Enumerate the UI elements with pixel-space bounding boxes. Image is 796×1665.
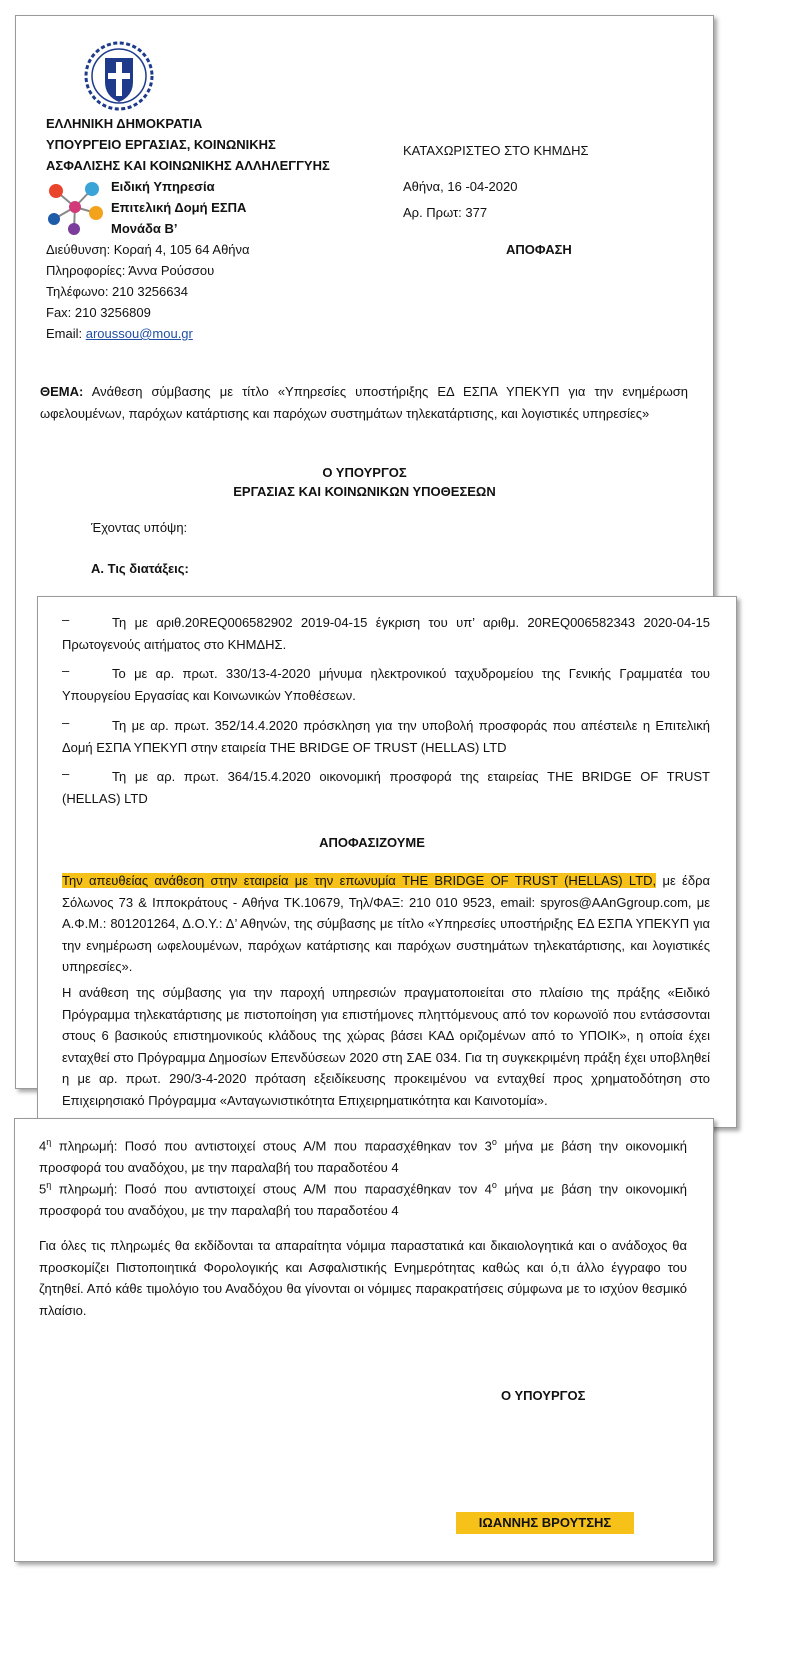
payment-item: $5^\eta$ πληρωμή: Ποσό που αντιστοιχεί στους Α/Μ που παρασχέθηκαν τον $4^o$ μήνα με βάση την οικονομική προσφορά του αναδόχου, με την παραλαβή του παραδοτέου 4	[39, 1180, 687, 1218]
minister-heading-2: ΕΡΓΑΣΙΑΣ ΚΑΙ ΚΟΙΝΩΝΙΚΩΝ ΥΠΟΘΕΣΕΩΝ	[233, 484, 496, 499]
decide-heading: ΑΠΟΦΑΣΙΖΟΥΜΕ	[319, 835, 425, 850]
list-item: Το με αρ. πρωτ. 330/13-4-2020 μήνυμα ηλεκτρονικού ταχυδρομείου της Γενικής Γραμματέα του Υπουργείου Εργασίας και Κοινωνικών Υποθέσεων.	[62, 666, 710, 703]
email-line	[46, 326, 193, 341]
signature-title: Ο ΥΠΟΥΡΓΟΣ	[501, 1388, 586, 1403]
document-page-3	[14, 1118, 714, 1562]
greek-emblem-icon	[83, 40, 155, 112]
org-line-3: ΑΣΦΑΛΙΣΗΣ ΚΑΙ ΚΟΙΝΩΝΙΚΗΣ ΑΛΛΗΛΕΓΓΥΗΣ	[46, 158, 330, 173]
org-line-2: ΥΠΟΥΡΓΕΙΟ ΕΡΓΑΣΙΑΣ, ΚΟΙΝΩΝΙΚΗΣ	[46, 137, 276, 152]
award-paragraph	[62, 870, 710, 978]
signature-name: ΙΩΑΝΝΗΣ ΒΡΟΥΤΣΗΣ	[456, 1512, 634, 1534]
unit-line-1: Ειδική Υπηρεσία	[111, 179, 215, 194]
protocol-number: Αρ. Πρωτ: 377	[403, 205, 488, 220]
list-dash: –	[62, 663, 70, 678]
info-contact: Πληροφορίες: Άννα Ρούσσου	[46, 263, 215, 278]
list-item: Τη με αριθ.20REQ006582902 2019-04-15 έγκριση του υπ’ αριθμ. 20REQ006582343 2020-04-15 Πρωτογενούς αιτήματος στο ΚΗΜΔΗΣ.	[62, 615, 710, 652]
doc-date: Αθήνα, 16 -04-2020	[403, 179, 518, 194]
doc-type: ΑΠΟΦΑΣΗ	[506, 242, 572, 257]
list-dash: –	[62, 766, 70, 781]
email-label: Email:	[46, 326, 86, 341]
award-rest: με έδρα Σόλωνος 73 & Ιπποκράτους - Αθήνα ΤΚ.10679, Τηλ/ΦΑΞ: 210 010 9523, email: spyros@AAnGgroup.com, με Α.Φ.Μ.: 801201264, Δ.Ο.Υ.: Δ’ Αθηνών, της σύμβασης με τίτλο «Υπηρεσίες υποστήριξης ΕΔ ΕΣΠΑ ΥΠΕΚΥΠ για την ενημέρωση ωφελουμένων, παρόχων κατάρτισης και παρόχων συστημάτων τηλεκατάρτισης, και λογιστικές υπηρεσίες».	[62, 873, 710, 974]
award-highlight: Την απευθείας ανάθεση στην εταιρεία με την επωνυμία THE BRIDGE OF TRUST (HELLAS) LTD,	[62, 873, 657, 888]
org-line-1: ΕΛΛΗΝΙΚΗ ΔΗΜΟΚΡΑΤΙΑ	[46, 116, 203, 131]
context-paragraph: Η ανάθεση της σύμβασης για την παροχή υπηρεσιών πραγματοποιείται στο πλαίσιο της πράξης «Ειδικό Πρόγραμμα τηλεκατάρτισης με πιστοποίηση για επιστήμονες πληττόμενους από τον κορωνοϊό που εντάσσονται στους 6 βασικούς επιστημονικούς κλάδους της χώρας βάσει ΚΑΔ οριζομένων από το ΥΠΟΙΚ», η οποία έχει ενταχθεί στο Πρόγραμμα Δημοσίων Επενδύσεων 2020 στη ΣΑΕ 034. Για τη συγκεκριμένη πράξη έχει υποβληθεί η με αρ. πρωτ. 290/3-4-2020 πρόταση εξειδίκευσης προκειμένου να ενταχθεί προς χρηματοδότηση στο Επιχειρησιακό Πρόγραμμα «Ανταγωνιστικότητα Επιχειρηματικότητα και Καινοτομία».	[62, 985, 710, 1108]
payment-item: $4^\eta$ πληρωμή: Ποσό που αντιστοιχεί στους Α/Μ που παρασχέθηκαν τον $3^o$ μήνα με βάση την οικονομική προσφορά του αναδόχου, με την παραλαβή του παραδοτέου 4	[39, 1137, 687, 1175]
registry-note: ΚΑΤΑΧΩΡΙΣΤΕΟ ΣΤΟ ΚΗΜΔΗΣ	[403, 143, 589, 158]
espa-logo-icon	[44, 179, 106, 235]
subject-text: Ανάθεση σύμβασης με τίτλο «Υπηρεσίες υποστήριξης ΕΔ ΕΣΠΑ ΥΠΕΚΥΠ για την ενημέρωση ωφελουμένων, παρόχων κατάρτισης και παρόχων συστημάτων τηλεκατάρτισης, και λογιστικές υπηρεσίες»	[40, 384, 688, 421]
list-dash: –	[62, 612, 70, 627]
fax: Fax: 210 3256809	[46, 305, 151, 320]
address: Διεύθυνση: Κοραή 4, 105 64 Αθήνα	[46, 242, 250, 257]
provisions-heading: Α. Τις διατάξεις:	[91, 561, 189, 576]
payments-note: Για όλες τις πληρωμές θα εκδίδονται τα απαραίτητα νόμιμα παραστατικά και δικαιολογητικά και ο ανάδοχος θα προσκομίζει Πιστοποιητικά Φορολογικής και Ασφαλιστικής Ενημερότητας καθώς και ό,τι άλλο έγγραφο του ζητηθεί. Από κάθε τιμολόγιο του Αναδόχου θα γίνονται οι νόμιμες παρακρατήσεις σύμφωνα με το ισχύον θεσμικό πλαίσιο.	[39, 1238, 687, 1318]
unit-line-2: Επιτελική Δομή ΕΣΠΑ	[111, 200, 247, 215]
subject	[40, 381, 688, 424]
minister-heading-1: Ο ΥΠΟΥΡΓΟΣ	[322, 465, 407, 480]
list-item: Τη με αρ. πρωτ. 364/15.4.2020 οικονομική προσφορά της εταιρείας THE BRIDGE OF TRUST (HELLAS) LTD	[62, 769, 710, 806]
list-dash: –	[62, 715, 70, 730]
document-page-2	[37, 596, 737, 1128]
list-item: Τη με αρ. πρωτ. 352/14.4.2020 πρόσκληση για την υποβολή προσφοράς που απέστειλε η Επιτελική Δομή ΕΣΠΑ ΥΠΕΚΥΠ στην εταιρεία THE BRIDGE OF TRUST (HELLAS) LTD	[62, 718, 710, 755]
considering: Έχοντας υπόψη:	[91, 520, 188, 535]
email-link[interactable]: aroussou@mou.gr	[85, 326, 193, 341]
phone: Τηλέφωνο: 210 3256634	[46, 284, 188, 299]
subject-label: ΘΕΜΑ:	[40, 384, 84, 399]
unit-line-3: Μονάδα Β’	[111, 221, 178, 236]
